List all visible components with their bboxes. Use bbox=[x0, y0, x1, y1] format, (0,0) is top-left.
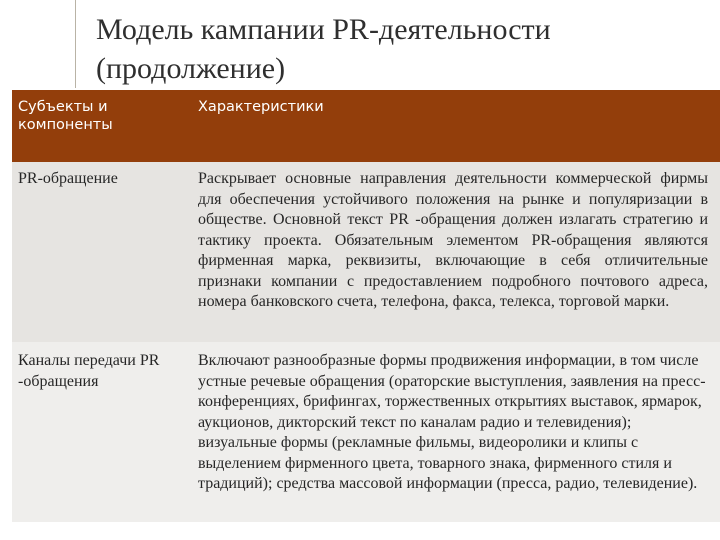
slide-title: Модель кампании PR-деятельности (продолжение) bbox=[96, 13, 551, 85]
row-description: Раскрывает основные направления деятельности коммерческой фирмы для обеспечения устойчивого положения на рынке и популяризации в обществе. Основной текст PR -обращения должен излагать стратегию и тактику проекта. Обязательным элементом PR-обращения являются фирменная марка, реквизиты, включающие в себя отличительные признаки компании с предоставлением подробного почтового адреса, номера банковского счета, телефона, факса, телекса, торговой марки. bbox=[198, 170, 708, 310]
row-subject: Каналы передачи PR -обращения bbox=[18, 352, 160, 390]
content-table bbox=[12, 90, 720, 522]
table-header-row bbox=[12, 90, 720, 162]
row-subject: PR-обращение bbox=[18, 170, 118, 187]
row-description: Включают разнообразные формы продвижения информации, в том числе устные речевые обращения (ораторские выступления, заявления на пресс-конференциях, брифингах, торжественных открытиях выставок, ярмарок, аукционов, дикторский текст по каналам радио и телевидения); визуальные формы (рекламные фильмы, видеоролики и клипы с выделением фирменного цвета, товарного знака, фирменного стиля и традиций); средства массовой информации (пресса, радио, телевидение). bbox=[198, 352, 706, 492]
header-characteristics: Характеристики bbox=[198, 99, 324, 115]
table-row bbox=[12, 342, 720, 522]
table-row bbox=[12, 162, 720, 342]
header-subjects: Субъекты и компоненты bbox=[18, 99, 113, 133]
title-accent-line bbox=[75, 0, 76, 88]
